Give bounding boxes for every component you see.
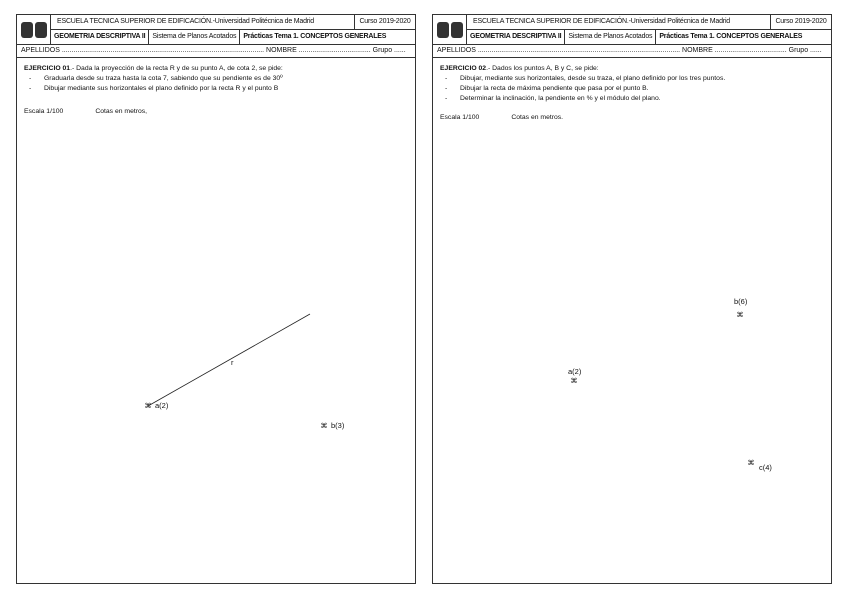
practice: Prácticas Tema 1. CONCEPTOS GENERALES — [243, 33, 387, 40]
line-r-label: r — [231, 358, 234, 367]
system: Sistema de Planos Acotados — [149, 30, 240, 44]
student-line: APELLIDOS ........................................................................................................ NOMBRE ..................................... Grupo ...... — [17, 44, 415, 58]
exercise-sheet-01 — [16, 14, 416, 584]
units: Cotas en metros. — [511, 114, 564, 121]
school-name: ESCUELA TECNICA SUPERIOR DE EDIFICACIÓN.-Universidad Politécnica de Madrid — [57, 18, 314, 25]
exercise-sheet-02 — [432, 14, 832, 584]
units: Cotas en metros, — [95, 108, 148, 115]
point-b-label: b(3) — [331, 421, 345, 430]
point-c-label: c(4) — [759, 463, 772, 472]
point-a-marker-icon: ⌘ — [570, 378, 578, 385]
point-b-label: b(6) — [734, 297, 748, 306]
subject: GEOMETRIA DESCRIPTIVA II — [51, 30, 149, 44]
subject: GEOMETRIA DESCRIPTIVA II — [467, 30, 565, 44]
point-b-marker-icon: ⌘ — [320, 423, 328, 430]
task-item: - Graduarla desde su traza hasta la cota 7, sabiendo que su pendiente es de 30º — [24, 74, 409, 84]
exercise-title: EJERCICIO 01 — [24, 65, 71, 72]
exercise-title: EJERCICIO 02 — [440, 65, 487, 72]
practice: Prácticas Tema 1. CONCEPTOS GENERALES — [659, 33, 803, 40]
point-c-marker-icon: ⌘ — [747, 460, 755, 467]
point-a-label: a(2) — [155, 401, 169, 410]
course: Curso 2019-2020 — [770, 15, 831, 29]
line-r — [148, 314, 310, 406]
sheet-header — [433, 15, 831, 45]
exercise-intro: .- Dada la proyección de la recta R y de su punto A, de cota 2, se pide: — [70, 65, 283, 72]
exercise-statement — [440, 64, 825, 123]
task-item: - Dibujar, mediante sus horizontales, desde su traza, el plano definido por los tres puntos. — [440, 74, 825, 84]
scale: Escala 1/100 — [24, 108, 64, 115]
student-line: APELLIDOS ........................................................................................................ NOMBRE ..................................... Grupo ...... — [433, 44, 831, 58]
school-name: ESCUELA TECNICA SUPERIOR DE EDIFICACIÓN.-Universidad Politécnica de Madrid — [473, 18, 730, 25]
drawing-area — [17, 15, 417, 585]
scale: Escala 1/100 — [440, 114, 480, 121]
task-item: - Dibujar mediante sus horizontales el plano definido por la recta R y el punto B — [24, 84, 409, 94]
point-a-marker-icon: ⌘ — [144, 403, 152, 410]
point-b-marker-icon: ⌘ — [736, 312, 744, 319]
course: Curso 2019-2020 — [354, 15, 415, 29]
school-logo — [433, 15, 467, 44]
point-a-label: a(2) — [568, 367, 582, 376]
task-item: - Dibujar la recta de máxima pendiente que pasa por el punto B. — [440, 84, 825, 94]
exercise-intro: .- Dados los puntos A, B y C, se pide: — [486, 65, 599, 72]
task-item: - Determinar la inclinación, la pendiente en % y el módulo del plano. — [440, 94, 825, 104]
system: Sistema de Planos Acotados — [565, 30, 656, 44]
